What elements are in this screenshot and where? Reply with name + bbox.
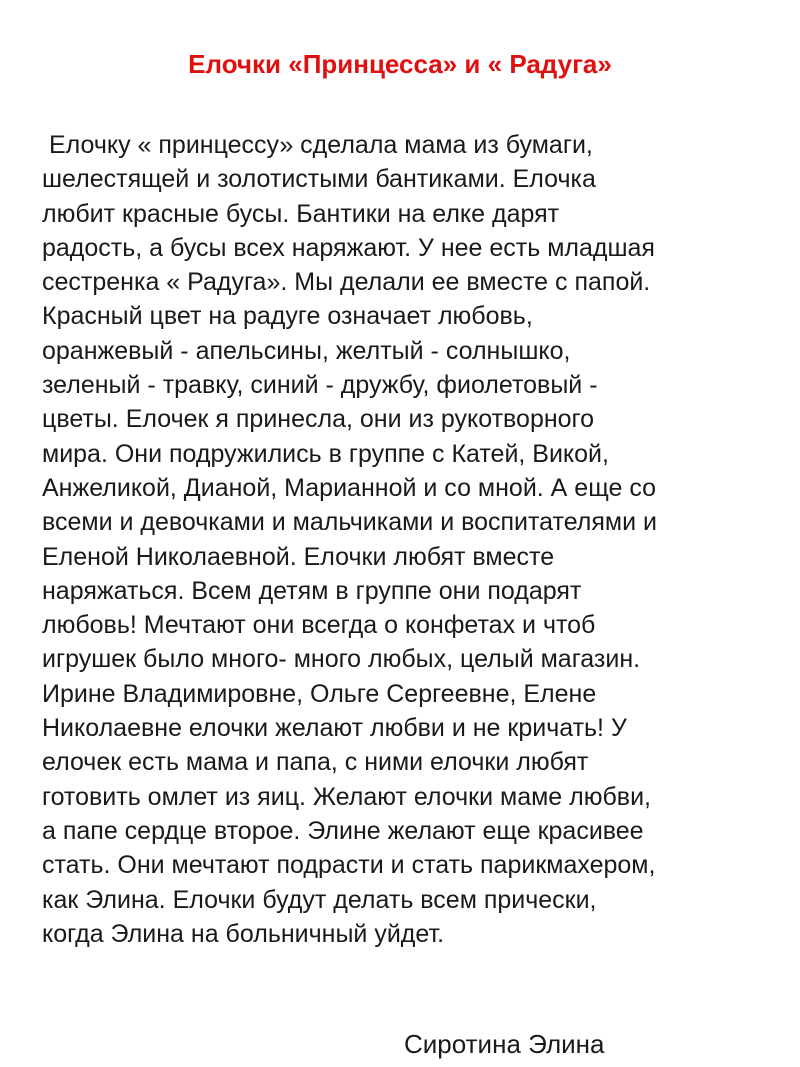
text-line: Елочку « принцессу» сделала мама из бумаги, <box>42 131 593 159</box>
text-line: Николаевне елочки желают любви и не кричать! У <box>42 714 627 743</box>
text-line: всеми и девочками и мальчиками и воспитателями и <box>42 508 657 537</box>
text-line: любовь! Мечтают они всегда о конфетах и чтоб <box>42 611 596 640</box>
text-line: стать. Они мечтают подрасти и стать парикмахером, <box>42 851 656 880</box>
text-line: наряжаться. Всем детям в группе они подарят <box>42 576 582 605</box>
text-line: Красный цвет на радуге означает любовь, <box>42 302 533 331</box>
text-line: мира. Они подружились в группе с Катей, Викой, <box>42 439 609 468</box>
text-line: как Элина. Елочки будут делать всем прически, <box>42 885 597 914</box>
text-line: когда Элина на больничный уйдет. <box>42 919 445 948</box>
document-title: Елочки «Принцесса» и « Радуга» <box>188 49 612 79</box>
text-line: шелестящей и золотистыми бантиками. Елочка <box>42 165 596 194</box>
text-line: а папе сердце второе. Элине желают еще красивее <box>42 816 644 845</box>
text-line: зеленый - травку, синий - дружбу, фиолетовый - <box>42 371 598 400</box>
text-line: сестренка « Радуга». Мы делали ее вместе с папой. <box>42 268 651 297</box>
text-line: игрушек было много- много любых, целый магазин. <box>42 645 641 674</box>
text-line: любит красные бусы. Бантики на елке дарят <box>42 199 560 228</box>
text-line: готовить омлет из яиц. Желают елочки маме любви, <box>42 782 651 811</box>
text-line: Еленой Николаевной. Елочки любят вместе <box>42 542 555 571</box>
author-signature: Сиротина Элина <box>404 1029 605 1059</box>
text-line: радость, а бусы всех наряжают. У нее есть младшая <box>42 233 655 262</box>
text-line: цветы. Елочек я принесла, они из рукотворного <box>42 405 595 434</box>
text-line: елочек есть мама и папа, с ними елочки любят <box>42 748 589 777</box>
story-text <box>42 128 772 951</box>
text-line: Анжеликой, Дианой, Марианной и со мной. А еще со <box>42 473 657 502</box>
text-line: Ирине Владимировне, Ольге Сергеевне, Елене <box>42 679 597 708</box>
text-line: оранжевый - апельсины, желтый - солнышко, <box>42 336 571 365</box>
